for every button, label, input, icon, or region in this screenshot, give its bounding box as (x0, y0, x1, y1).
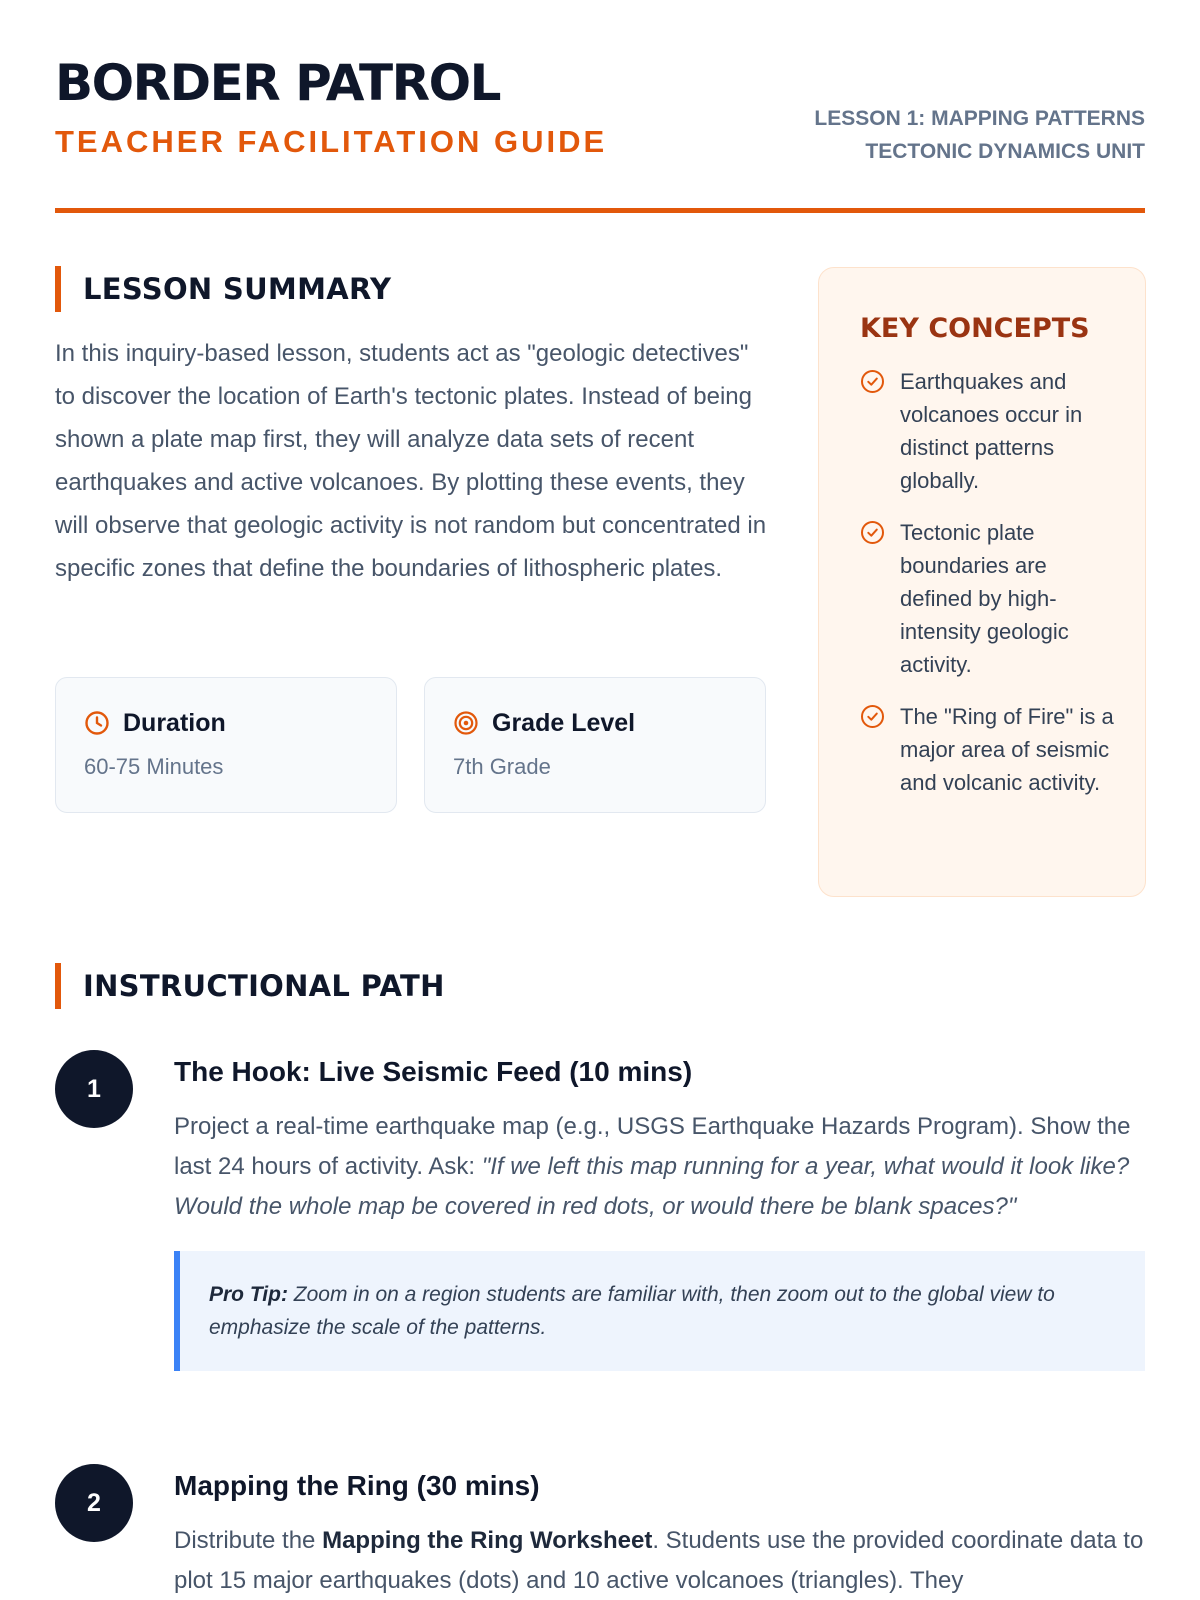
check-circle-icon (860, 369, 885, 394)
duration-value: 60-75 Minutes (84, 754, 224, 779)
check-circle-icon (860, 520, 885, 545)
page-header (55, 54, 1145, 216)
worksheet-name: Mapping the Ring Worksheet (322, 1527, 653, 1554)
lesson-meta (814, 102, 1145, 168)
step-title: The Hook: Live Seismic Feed (10 mins) (174, 1056, 693, 1087)
step-description (174, 1521, 1145, 1600)
check-circle-icon (860, 704, 885, 729)
instructional-path-heading: INSTRUCTIONAL PATH (55, 963, 445, 1009)
unit-label: TECTONIC DYNAMICS UNIT (865, 140, 1145, 163)
duration-label: Duration (123, 708, 226, 737)
document-title: BORDER PATROL (55, 54, 501, 112)
lesson-summary-heading: LESSON SUMMARY (55, 266, 391, 312)
clock-icon (84, 710, 110, 736)
grade-level-card (424, 677, 766, 813)
lesson-summary-text: In this inquiry-based lesson, students act as "geologic detectives" to discover the location of Earth's tectonic plates. Instead of being shown a plate map first, they will analyze data sets of recent earthquakes and active volcanoes. By plotting these events, they will observe that geologic activity is not random but concentrated in specific zones that define the boundaries of lithospheric plates. (55, 340, 767, 582)
grade-level-label: Grade Level (492, 708, 636, 737)
concept-text: The "Ring of Fire" is a major area of seismic and volcanic activity. (900, 704, 1114, 795)
target-icon (453, 710, 479, 736)
concept-text: Tectonic plate boundaries are defined by high-intensity geologic activity. (900, 520, 1069, 677)
lesson-label: LESSON 1: MAPPING PATTERNS (814, 107, 1145, 130)
key-concepts-title: KEY CONCEPTS (860, 313, 1090, 344)
step-text: Distribute the (174, 1527, 323, 1554)
pro-tip-callout (174, 1251, 1145, 1371)
concept-item (860, 365, 1145, 497)
step-title: Mapping the Ring (30 mins) (174, 1470, 540, 1501)
concept-text: Earthquakes and volcanoes occur in distinct patterns globally. (900, 369, 1083, 493)
step-number-badge: 2 (55, 1464, 133, 1542)
duration-card (55, 677, 397, 813)
step-text: Project a real-time earthquake map (e.g., USGS Earthquake Hazards Program). Show the last 24 hours of activity. Ask: (174, 1113, 1131, 1180)
key-concepts-panel (818, 267, 1146, 897)
document-subtitle: TEACHER FACILITATION GUIDE (55, 124, 608, 159)
step-text: . Students use the provided coordinate data to plot 15 major earthquakes (dots) and 10 active volcanoes (triangles). They (174, 1527, 1144, 1594)
step-question-quote: "If we left this map running for a year, what would it look like? Would the whole map be covered in red dots, or would there be blank spaces?" (174, 1153, 1130, 1220)
pro-tip-text: Zoom in on a region students are familiar with, then zoom out to the global view to emphasize the scale of the patterns. (209, 1283, 1055, 1339)
concept-item (860, 700, 1145, 799)
pro-tip-label: Pro Tip: (209, 1283, 288, 1306)
step-description (174, 1107, 1145, 1227)
step-number-badge: 1 (55, 1050, 133, 1128)
header-divider (55, 208, 1145, 213)
concept-item (860, 516, 1145, 681)
grade-level-value: 7th Grade (453, 754, 551, 779)
